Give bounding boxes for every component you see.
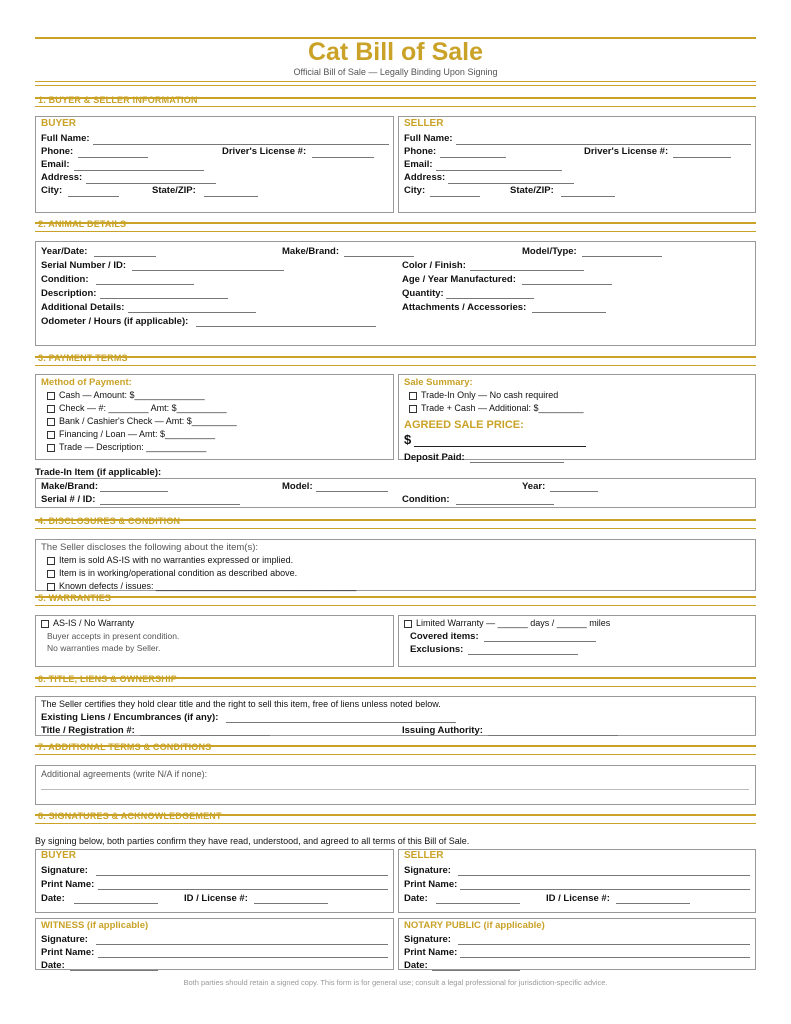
witness-signature-field[interactable] xyxy=(96,944,388,945)
seller-email-label: Email: xyxy=(404,159,433,170)
witness-print-name-label: Print Name: xyxy=(41,947,95,958)
witness-print-name-field[interactable] xyxy=(98,957,388,958)
quantity-field[interactable] xyxy=(446,298,534,299)
seller-license-label: Driver's License #: xyxy=(584,146,669,157)
seller-city-field[interactable] xyxy=(430,196,480,197)
quantity-label: Quantity: xyxy=(402,288,444,299)
odometer-label: Odometer / Hours (if applicable): xyxy=(41,316,189,327)
age-label: Age / Year Manufactured: xyxy=(402,274,516,285)
seller-id-license-field[interactable] xyxy=(616,903,690,904)
color-finish-field[interactable] xyxy=(470,270,584,271)
financing-checkbox[interactable] xyxy=(47,431,55,439)
section-4-title: 4. DISCLOSURES & CONDITION xyxy=(38,516,181,526)
trade-in-condition-label: Condition: xyxy=(402,494,450,505)
trade-checkbox[interactable] xyxy=(47,444,55,452)
seller-state-zip-label: State/ZIP: xyxy=(510,185,554,196)
no-warranties-text: No warranties made by Seller. xyxy=(47,643,161,653)
defects-disclosure: Known defects / issues: ________________________________________ xyxy=(59,581,357,591)
seller-address-field[interactable] xyxy=(448,183,574,184)
section-5-rule xyxy=(35,596,756,598)
buyer-signature-field[interactable] xyxy=(96,875,388,876)
deposit-paid-label: Deposit Paid: xyxy=(404,452,465,463)
buyer-date-label: Date: xyxy=(41,893,65,904)
section-8-title: 8. SIGNATURES & ACKNOWLEDGEMENT xyxy=(38,811,222,821)
defects-checkbox[interactable] xyxy=(47,583,55,591)
trade-in-serial-field[interactable] xyxy=(100,504,240,505)
signatures-intro: By signing below, both parties confirm they have read, understood, and agreed to all terms of this Bill of Sale. xyxy=(35,836,470,846)
liens-field[interactable] xyxy=(226,722,456,723)
trade-in-year-label: Year: xyxy=(522,481,546,492)
buyer-print-name-field[interactable] xyxy=(98,889,388,890)
buyer-email-field[interactable] xyxy=(74,170,204,171)
bank-option: Bank / Cashier's Check — Amt: $_________ xyxy=(59,416,237,426)
seller-address-label: Address: xyxy=(404,172,446,183)
buyer-heading: BUYER xyxy=(41,118,77,129)
section-3-rule xyxy=(35,356,756,358)
notary-date-label: Date: xyxy=(404,960,428,971)
liens-label: Existing Liens / Encumbrances (if any): xyxy=(41,712,219,723)
buyer-state-zip-field[interactable] xyxy=(204,196,258,197)
seller-print-name-label: Print Name: xyxy=(404,879,458,890)
section-5-title: 5. WARRANTIES xyxy=(38,593,112,603)
witness-date-label: Date: xyxy=(41,960,65,971)
as-is-warranty-option: AS-IS / No Warranty xyxy=(53,618,135,628)
registration-field[interactable] xyxy=(140,735,270,736)
trade-cash-option: Trade + Cash — Additional: $_________ xyxy=(421,403,584,413)
price-dollar-sign: $ xyxy=(404,432,412,447)
trade-in-model-field[interactable] xyxy=(316,491,388,492)
section-2-rule xyxy=(35,222,756,224)
trade-in-model-label: Model: xyxy=(282,481,313,492)
buyer-phone-field[interactable] xyxy=(78,157,148,158)
buyer-full-name-field[interactable] xyxy=(93,144,389,145)
seller-full-name-field[interactable] xyxy=(456,144,751,145)
seller-signature-heading: SELLER xyxy=(404,850,444,861)
working-checkbox[interactable] xyxy=(47,570,55,578)
seller-email-field[interactable] xyxy=(436,170,562,171)
buyer-address-field[interactable] xyxy=(86,183,216,184)
section-5-underline xyxy=(35,605,756,606)
header-rule-1 xyxy=(35,81,756,82)
notary-print-name-field[interactable] xyxy=(460,957,750,958)
section-7-title: 7. ADDITIONAL TERMS & CONDITIONS xyxy=(38,742,212,752)
section-3-title: 3. PAYMENT TERMS xyxy=(38,353,128,363)
make-brand-field[interactable] xyxy=(344,256,414,257)
serial-id-field[interactable] xyxy=(132,270,284,271)
condition-field[interactable] xyxy=(96,284,194,285)
buyer-address-label: Address: xyxy=(41,172,83,183)
seller-date-field[interactable] xyxy=(436,903,520,904)
description-field[interactable] xyxy=(100,298,228,299)
notary-date-field[interactable] xyxy=(432,970,520,971)
as-is-checkbox[interactable] xyxy=(47,557,55,565)
seller-full-name-label: Full Name: xyxy=(404,133,453,144)
page-subtitle: Official Bill of Sale — Legally Binding Upon Signing xyxy=(293,67,498,77)
model-type-field[interactable] xyxy=(582,256,662,257)
registration-label: Title / Registration #: xyxy=(41,725,135,736)
buyer-id-license-label: ID / License #: xyxy=(184,893,248,904)
sale-summary-title: Sale Summary: xyxy=(404,377,473,388)
cash-option: Cash — Amount: $______________ xyxy=(59,390,205,400)
seller-phone-label: Phone: xyxy=(404,146,437,157)
trade-in-item-title: Trade-In Item (if applicable): xyxy=(35,467,162,478)
section-6-title: 6. TITLE, LIENS & OWNERSHIP xyxy=(38,674,177,684)
notary-signature-label: Signature: xyxy=(404,934,451,945)
working-disclosure: Item is in working/operational condition as described above. xyxy=(59,568,298,578)
make-brand-label: Make/Brand: xyxy=(282,246,340,257)
buyer-id-license-field[interactable] xyxy=(254,903,328,904)
limited-warranty-checkbox[interactable] xyxy=(404,620,412,628)
footer-note: Both parties should retain a signed copy. This form is for general use; consult a legal professional for jurisdiction-specific advice. xyxy=(183,978,608,987)
issuing-authority-field[interactable] xyxy=(488,735,618,736)
attachments-label: Attachments / Accessories: xyxy=(402,302,527,313)
limited-warranty-option: Limited Warranty — ______ days / ______ miles xyxy=(416,618,611,628)
buyer-city-label: City: xyxy=(41,185,63,196)
buyer-info-box xyxy=(35,116,394,213)
witness-signature-label: Signature: xyxy=(41,934,88,945)
odometer-field[interactable] xyxy=(196,326,376,327)
issuing-authority-label: Issuing Authority: xyxy=(402,725,483,736)
buyer-signature-label: Signature: xyxy=(41,865,88,876)
color-finish-label: Color / Finish: xyxy=(402,260,466,271)
section-1-title: 1. BUYER & SELLER INFORMATION xyxy=(38,95,198,105)
trade-cash-checkbox[interactable] xyxy=(409,405,417,413)
covered-items-label: Covered items: xyxy=(410,631,479,642)
seller-heading: SELLER xyxy=(404,118,444,129)
additional-details-field[interactable] xyxy=(128,312,256,313)
seller-date-label: Date: xyxy=(404,893,428,904)
notary-print-name-label: Print Name: xyxy=(404,947,458,958)
section-6-underline xyxy=(35,686,756,687)
section-2-title: 2. ANIMAL DETAILS xyxy=(38,219,127,229)
buyer-accepts-text: Buyer accepts in present condition. xyxy=(47,631,180,641)
agreed-price-field[interactable] xyxy=(414,446,586,447)
title-certify-text: The Seller certifies they hold clear title and the right to sell this item, free of liens unless noted below. xyxy=(41,699,441,709)
buyer-signature-heading: BUYER xyxy=(41,850,77,861)
buyer-print-name-label: Print Name: xyxy=(41,879,95,890)
witness-heading: WITNESS (if applicable) xyxy=(41,920,149,931)
covered-items-field[interactable] xyxy=(484,641,596,642)
trade-in-serial-label: Serial # / ID: xyxy=(41,494,96,505)
trade-option: Trade — Description: ____________ xyxy=(59,442,207,452)
section-3-underline xyxy=(35,365,756,366)
check-option: Check — #: ________ Amt: $__________ xyxy=(59,403,227,413)
additional-details-label: Additional Details: xyxy=(41,302,125,313)
buyer-email-label: Email: xyxy=(41,159,70,170)
buyer-license-label: Driver's License #: xyxy=(222,146,307,157)
seller-print-name-field[interactable] xyxy=(460,889,750,890)
trade-in-only-option: Trade-In Only — No cash required xyxy=(421,390,559,400)
year-date-field[interactable] xyxy=(94,256,156,257)
seller-city-label: City: xyxy=(404,185,426,196)
year-date-label: Year/Date: xyxy=(41,246,88,257)
seller-info-box xyxy=(398,116,756,213)
seller-signature-field[interactable] xyxy=(458,875,750,876)
seller-id-license-label: ID / License #: xyxy=(546,893,610,904)
buyer-license-field[interactable] xyxy=(312,157,374,158)
trade-in-condition-field[interactable] xyxy=(456,504,554,505)
notary-signature-field[interactable] xyxy=(458,944,750,945)
trade-in-make-field[interactable] xyxy=(100,491,168,492)
seller-phone-field[interactable] xyxy=(440,157,506,158)
section-2-underline xyxy=(35,231,756,232)
as-is-warranty-checkbox[interactable] xyxy=(41,620,49,628)
trade-in-make-label: Make/Brand: xyxy=(41,481,99,492)
buyer-phone-label: Phone: xyxy=(41,146,74,157)
additional-terms-line[interactable] xyxy=(41,789,749,790)
agreed-sale-price-label: AGREED SALE PRICE: xyxy=(404,419,524,431)
serial-id-label: Serial Number / ID: xyxy=(41,260,126,271)
method-of-payment-title: Method of Payment: xyxy=(41,377,132,388)
trade-in-only-checkbox[interactable] xyxy=(409,392,417,400)
age-field[interactable] xyxy=(522,284,612,285)
model-type-label: Model/Type: xyxy=(522,246,577,257)
section-1-underline xyxy=(35,106,756,107)
section-7-underline xyxy=(35,754,756,755)
seller-state-zip-field[interactable] xyxy=(561,196,615,197)
deposit-paid-field[interactable] xyxy=(470,462,564,463)
buyer-state-zip-label: State/ZIP: xyxy=(152,185,196,196)
bank-checkbox[interactable] xyxy=(47,418,55,426)
section-8-underline xyxy=(35,823,756,824)
additional-terms-label: Additional agreements (write N/A if none): xyxy=(41,769,208,779)
check-checkbox[interactable] xyxy=(47,405,55,413)
notary-heading: NOTARY PUBLIC (if applicable) xyxy=(404,920,545,931)
disclosures-intro: The Seller discloses the following about the item(s): xyxy=(41,542,259,553)
description-label: Description: xyxy=(41,288,97,299)
page-title: Cat Bill of Sale xyxy=(307,38,484,66)
buyer-date-field[interactable] xyxy=(74,903,158,904)
witness-date-field[interactable] xyxy=(70,970,158,971)
exclusions-label: Exclusions: xyxy=(410,644,464,655)
trade-in-year-field[interactable] xyxy=(550,491,598,492)
buyer-full-name-label: Full Name: xyxy=(41,133,90,144)
header-rule-2 xyxy=(35,85,756,86)
attachments-field[interactable] xyxy=(532,312,606,313)
seller-signature-label: Signature: xyxy=(404,865,451,876)
as-is-disclosure: Item is sold AS-IS with no warranties expressed or implied. xyxy=(59,555,294,565)
section-4-underline xyxy=(35,528,756,529)
exclusions-field[interactable] xyxy=(468,654,578,655)
seller-license-field[interactable] xyxy=(673,157,731,158)
financing-option: Financing / Loan — Amt: $__________ xyxy=(59,429,216,439)
buyer-city-field[interactable] xyxy=(68,196,119,197)
condition-label: Condition: xyxy=(41,274,89,285)
cash-checkbox[interactable] xyxy=(47,392,55,400)
